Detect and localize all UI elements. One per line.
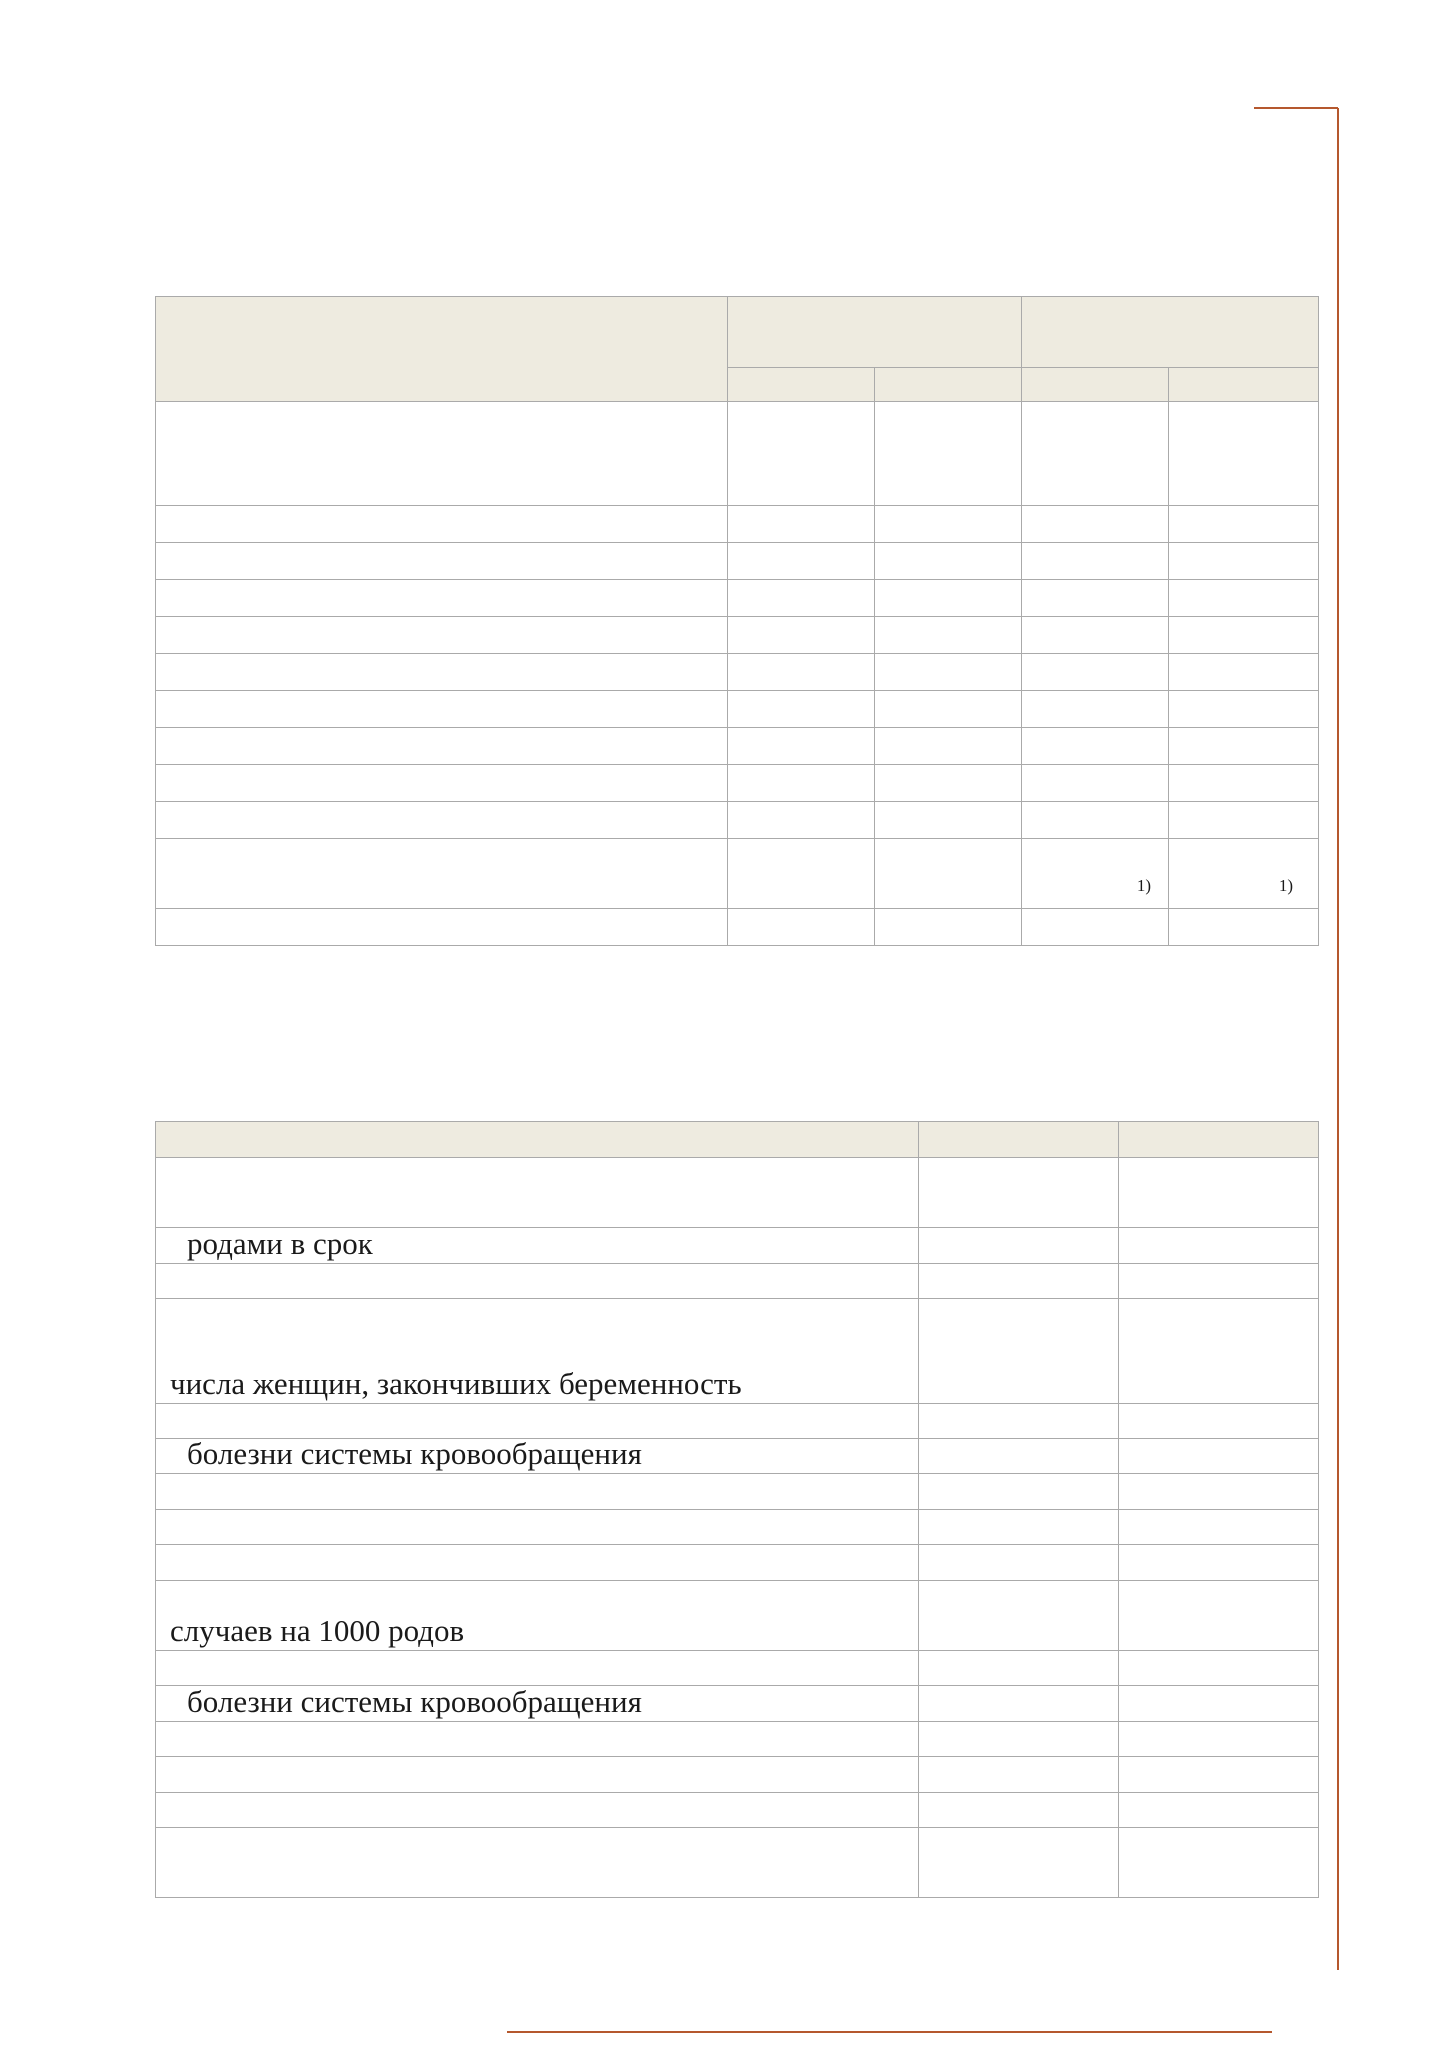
subheader-cell bbox=[728, 368, 875, 402]
statistics-table-1 bbox=[155, 296, 1319, 946]
table-row bbox=[156, 617, 1319, 654]
table-row bbox=[156, 1757, 1319, 1793]
row-label: случаев на 1000 родов bbox=[170, 1613, 465, 1648]
table-row bbox=[156, 1228, 1319, 1264]
table-row bbox=[156, 1264, 1319, 1299]
table-row bbox=[156, 765, 1319, 802]
table-row bbox=[156, 728, 1319, 765]
table-row bbox=[156, 839, 1319, 909]
subheader-cell bbox=[875, 368, 1022, 402]
table-row bbox=[156, 1158, 1319, 1228]
table-row bbox=[156, 1793, 1319, 1828]
subheader-cell bbox=[1169, 368, 1319, 402]
table-header-row bbox=[156, 1122, 1319, 1158]
row-label: числа женщин, закончивших беременность bbox=[170, 1366, 742, 1401]
table-row bbox=[156, 1404, 1319, 1439]
subheader-cell bbox=[1022, 368, 1169, 402]
table-row bbox=[156, 654, 1319, 691]
table-row bbox=[156, 1828, 1319, 1898]
header-cell bbox=[919, 1122, 1119, 1158]
header-cell-group-2 bbox=[1022, 297, 1319, 368]
table-row bbox=[156, 1510, 1319, 1545]
header-cell-indicator bbox=[156, 1122, 919, 1158]
table-row bbox=[156, 506, 1319, 543]
table-row bbox=[156, 1581, 1319, 1651]
table-row bbox=[156, 543, 1319, 580]
footer-rule bbox=[507, 2031, 1272, 2033]
header-cell-indicator bbox=[156, 297, 728, 402]
table-row bbox=[156, 1439, 1319, 1474]
header-cell bbox=[1119, 1122, 1319, 1158]
table-row bbox=[156, 1474, 1319, 1510]
row-label: родами в срок bbox=[187, 1226, 373, 1261]
footnote-mark: 1) bbox=[1136, 876, 1151, 895]
table-row bbox=[156, 402, 1319, 506]
table-row bbox=[156, 909, 1319, 946]
header-cell-group-1 bbox=[728, 297, 1022, 368]
table-header-row bbox=[156, 297, 1319, 368]
row-label: болезни системы кровообращения bbox=[187, 1684, 642, 1719]
table-row bbox=[156, 802, 1319, 839]
table-row bbox=[156, 1299, 1319, 1404]
statistics-table-2 bbox=[155, 1121, 1319, 1898]
table-row bbox=[156, 1722, 1319, 1757]
table-row bbox=[156, 580, 1319, 617]
margin-rule-vertical bbox=[1337, 108, 1339, 1970]
margin-rule-top bbox=[1254, 107, 1338, 109]
table-row bbox=[156, 1686, 1319, 1722]
row-label: болезни системы кровообращения bbox=[187, 1436, 642, 1471]
table-row bbox=[156, 1651, 1319, 1686]
table-row bbox=[156, 691, 1319, 728]
table-row bbox=[156, 1545, 1319, 1581]
footnote-mark: 1) bbox=[1278, 876, 1293, 895]
